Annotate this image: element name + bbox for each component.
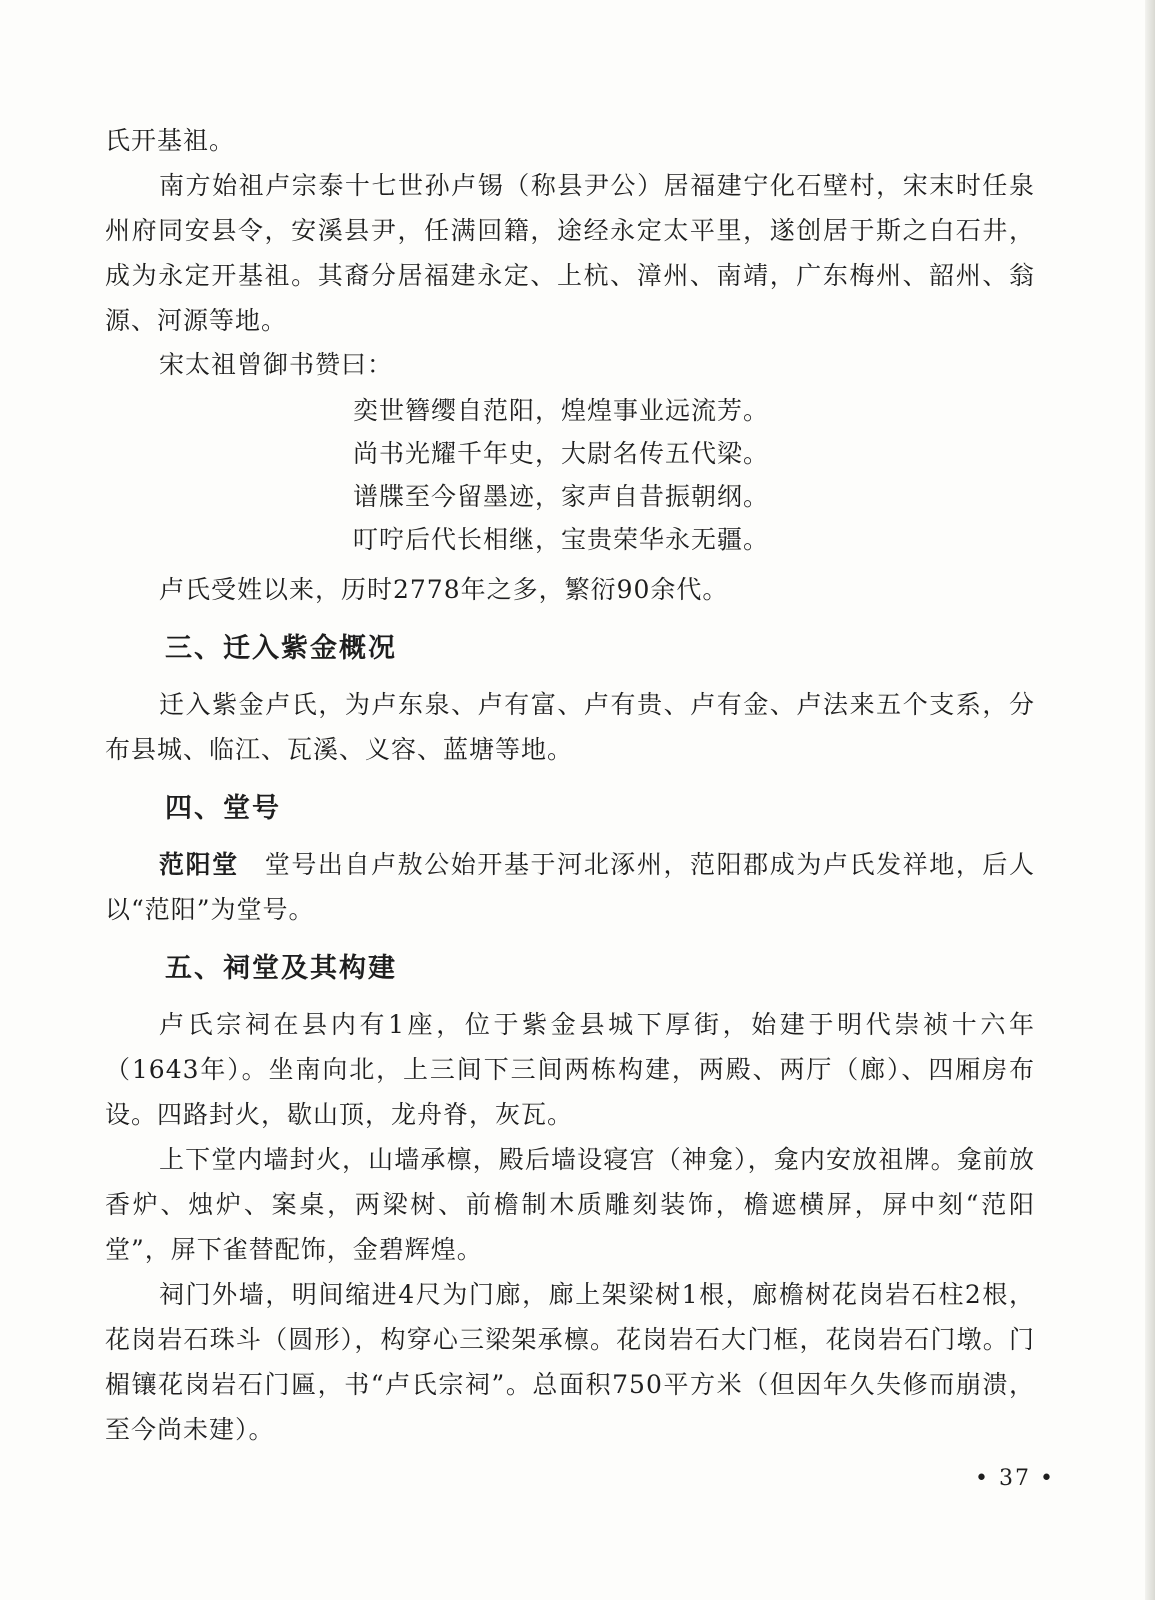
poem-line: 尚书光耀千年史，大尉名传五代梁。	[353, 439, 770, 468]
section-heading-ancestral-hall: 五、祠堂及其构建	[165, 953, 397, 984]
paragraph-hall-name	[105, 842, 1035, 932]
poem-line: 谱牒至今留墨迹，家声自昔振朝纲。	[353, 482, 770, 511]
poem-line: 叮咛后代长相继，宝贵荣华永无疆。	[353, 525, 770, 554]
paragraph-ancestral-hall-1: 卢氏宗祠在县内有1座，位于紫金县城下厚街，始建于明代崇祯十六年（1643年）。坐南向北，上三间下三间两栋构建，两殿、两厅（廊）、四厢房布设。四路封火，歇山顶，龙舟脊，灰瓦。	[105, 1010, 1035, 1129]
poem-line: 奕世簪缨自范阳，煌煌事业远流芳。	[353, 396, 770, 425]
section-heading-hall-name: 四、堂号	[165, 793, 281, 824]
page-content	[105, 118, 1035, 1452]
paragraph-ancestral-hall-3: 祠门外墙，明间缩进4尺为门廊，廊上架梁树1根，廊檐树花岗岩石柱2根，花岗岩石珠斗（圆形），构穿心三梁架承檩。花岗岩石大门框，花岗岩石门墩。门楣镶花岗岩石门匾，书“卢氏宗祠”。总面积750平方米（但因年久失修而崩溃，至今尚未建）。	[105, 1280, 1035, 1444]
paragraph-ancestral-hall-2: 上下堂内墙封火，山墙承檩，殿后墙设寝宫（神龛），龛内安放祖牌。龛前放香炉、烛炉、案桌，两梁树、前檐制木质雕刻装饰，檐遮横屏，屏中刻“范阳堂”，屏下雀替配饰，金碧辉煌。	[105, 1145, 1035, 1264]
page-number: • 37 •	[975, 1466, 1055, 1491]
page-edge-shadow	[1145, 0, 1155, 1600]
paragraph-southern-ancestor: 南方始祖卢宗泰十七世孙卢锡（称县尹公）居福建宁化石壁村，宋末时任泉州府同安县令，安溪县尹，任满回籍，途经永定太平里，遂创居于斯之白石井，成为永定开基祖。其裔分居福建永定、上杭、漳州、南靖，广东梅州、韶州、翁源、河源等地。	[105, 171, 1035, 335]
paragraph-generations: 卢氏受姓以来，历时2778年之多，繁衍90余代。	[159, 575, 729, 604]
hall-name-text: 堂号出自卢敖公始开基于河北涿州，范阳郡成为卢氏发祥地，后人以“范阳”为堂号。	[105, 850, 1035, 924]
paragraph-continuation: 氏开基祖。	[105, 126, 236, 155]
poem-intro: 宋太祖曾御书赞曰：	[159, 350, 394, 379]
paragraph-migration: 迁入紫金卢氏，为卢东泉、卢有富、卢有贵、卢有金、卢法来五个支系，分布县城、临江、瓦溪、义容、蓝塘等地。	[105, 690, 1035, 764]
poem	[353, 389, 1035, 561]
hall-name-term: 范阳堂	[159, 850, 239, 879]
section-heading-migration: 三、迁入紫金概况	[165, 633, 397, 664]
